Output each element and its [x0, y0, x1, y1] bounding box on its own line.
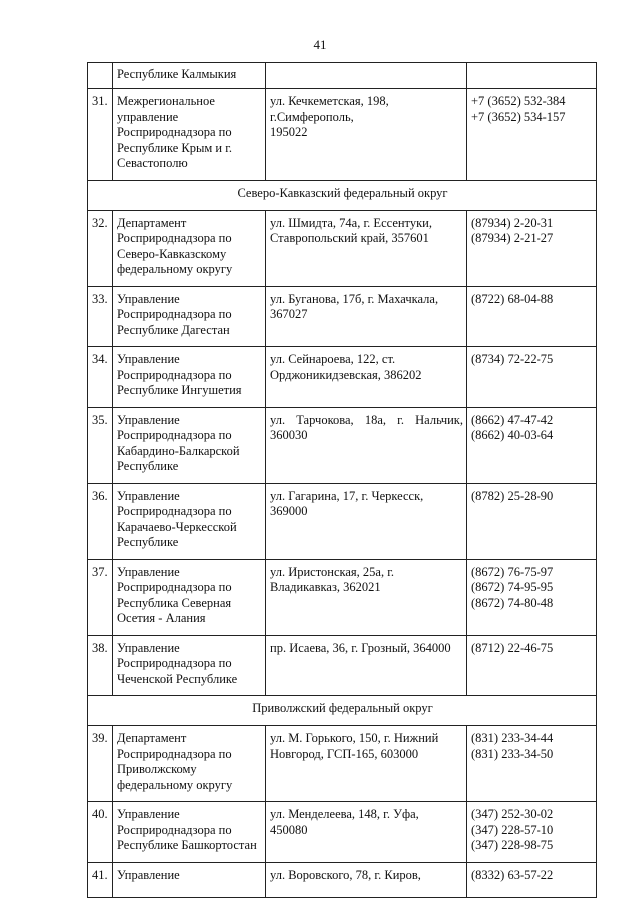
- table-row: [88, 210, 597, 286]
- office-name: [113, 407, 266, 483]
- office-name-line: Чеченской Республике: [117, 671, 238, 686]
- office-name-line: Республике Крым и г.: [117, 140, 233, 155]
- phone-number: +7 (3652) 532-384: [471, 94, 566, 108]
- office-name-line: Севастополю: [117, 156, 188, 170]
- office-address: [266, 559, 467, 635]
- page-number: 41: [313, 37, 327, 52]
- address-line: Ставропольский край, 357601: [270, 231, 429, 245]
- phone-number: (347) 228-57-10: [471, 822, 554, 837]
- office-phones: [467, 862, 597, 898]
- table-row: [88, 407, 597, 483]
- phone-number: (87934) 2-20-31: [471, 215, 554, 230]
- address-line: 360030: [270, 428, 308, 442]
- table-row: [88, 559, 597, 635]
- phone-number: (831) 233-34-50: [471, 746, 554, 761]
- office-name: [113, 635, 266, 696]
- office-name-line: Росприроднадзора по: [117, 428, 232, 442]
- section-header-row: [88, 696, 597, 726]
- phone-number: (8662) 47-47-42: [471, 412, 554, 427]
- table-row: [88, 63, 597, 89]
- office-name: [113, 483, 266, 559]
- office-name-line: Росприроднадзора по: [117, 580, 232, 594]
- office-phones: [467, 210, 597, 286]
- row-number: 31.: [88, 89, 113, 181]
- row-number: 35.: [88, 407, 113, 483]
- district-section-title: Северо-Кавказский федеральный округ: [88, 180, 597, 210]
- office-name: [113, 559, 266, 635]
- row-number: 32.: [88, 210, 113, 286]
- office-address: [266, 635, 467, 696]
- office-name-line: Управление: [117, 291, 180, 306]
- address-line: 369000: [270, 504, 308, 518]
- address-line: ул. Воровского, 78, г. Киров,: [270, 867, 421, 882]
- office-name-line: Росприроднадзора по: [117, 504, 232, 518]
- office-name: [113, 63, 266, 89]
- office-name-line: Республике Ингушетия: [117, 383, 242, 397]
- office-phones: [467, 63, 597, 89]
- address-line: 367027: [270, 307, 308, 321]
- office-name-line: Росприроднадзора по: [117, 231, 232, 245]
- address-line: ул. Менделеева, 148, г. Уфа,: [270, 807, 419, 821]
- office-address: [266, 347, 467, 408]
- address-line: ул. Иристонская, 25а, г.: [270, 564, 395, 579]
- office-name: [113, 347, 266, 408]
- office-name-line: федеральному округу: [117, 777, 233, 792]
- office-name-line: Северо-Кавказскому: [117, 246, 227, 261]
- address-line: ул. Шмидта, 74а, г. Ессентуки,: [270, 215, 432, 230]
- row-number: 36.: [88, 483, 113, 559]
- office-phones: [467, 407, 597, 483]
- phone-number: (831) 233-34-44: [471, 731, 554, 745]
- office-name-line: Республике Дагестан: [117, 322, 230, 337]
- office-address: [266, 89, 467, 181]
- address-line: Новгород, ГСП-165, 603000: [270, 746, 419, 761]
- office-phones: [467, 726, 597, 802]
- office-name-line: Республике Башкортостан: [117, 838, 257, 852]
- phone-number: (8672) 76-75-97: [471, 564, 554, 579]
- office-name-line: Управление: [117, 640, 180, 655]
- office-name: [113, 210, 266, 286]
- office-name-line: Приволжскому: [117, 762, 197, 776]
- table-row: [88, 802, 597, 863]
- office-address: [266, 286, 467, 347]
- address-line: пр. Исаева, 36, г. Грозный, 364000: [270, 640, 451, 655]
- table-row: [88, 726, 597, 802]
- office-name-line: федеральному округу: [117, 262, 233, 276]
- address-line: Владикавказ, 362021: [270, 580, 381, 594]
- row-number: [88, 63, 113, 89]
- office-name: [113, 862, 266, 898]
- phone-number: (8782) 25-28-90: [471, 488, 554, 503]
- office-address: [266, 802, 467, 863]
- office-phones: [467, 483, 597, 559]
- table-row: [88, 862, 597, 898]
- phone-number: (8332) 63-57-22: [471, 867, 554, 882]
- row-number: 39.: [88, 726, 113, 802]
- office-name-line: Управление: [117, 488, 180, 503]
- office-address: [266, 483, 467, 559]
- row-number: 34.: [88, 347, 113, 408]
- section-header-row: [88, 180, 597, 210]
- office-phones: [467, 802, 597, 863]
- office-name-line: Росприроднадзора по: [117, 307, 232, 321]
- office-name-line: Межрегиональное: [117, 94, 215, 108]
- phone-number: (8662) 40-03-64: [471, 428, 554, 442]
- office-name-line: Росприроднадзора по: [117, 822, 232, 837]
- address-line: ул. Тарчокова, 18а, г. Нальчик,: [270, 412, 463, 427]
- office-name-line: Республике Калмыкия: [117, 67, 237, 81]
- row-number: 33.: [88, 286, 113, 347]
- row-number: 40.: [88, 802, 113, 863]
- offices-table-body: [88, 63, 597, 898]
- office-name: [113, 726, 266, 802]
- district-section-title: Приволжский федеральный округ: [88, 696, 597, 726]
- office-name-line: Осетия - Алания: [117, 611, 206, 625]
- table-row: [88, 483, 597, 559]
- office-address: [266, 407, 467, 483]
- office-phones: [467, 347, 597, 408]
- table-row: [88, 89, 597, 181]
- table-row: [88, 286, 597, 347]
- phone-number: (8672) 74-80-48: [471, 595, 554, 610]
- phone-number: (8672) 74-95-95: [471, 580, 554, 594]
- phone-number: (8734) 72-22-75: [471, 352, 554, 366]
- office-phones: [467, 559, 597, 635]
- address-line: 195022: [270, 125, 308, 139]
- office-name: [113, 802, 266, 863]
- office-name-line: Республике: [117, 535, 179, 549]
- office-name-line: Департамент: [117, 731, 187, 745]
- office-name-line: Кабардино-Балкарской: [117, 443, 240, 458]
- office-name-line: Управление: [117, 412, 180, 427]
- office-name-line: Росприроднадзора по: [117, 125, 232, 139]
- offices-table: [87, 62, 597, 898]
- office-name-line: Росприроднадзора по: [117, 367, 232, 382]
- office-name-line: Росприроднадзора по: [117, 656, 232, 670]
- office-phones: [467, 635, 597, 696]
- office-address: [266, 862, 467, 898]
- address-line: г.Симферополь,: [270, 109, 354, 124]
- office-phones: [467, 286, 597, 347]
- office-name-line: Управление: [117, 807, 180, 821]
- phone-number: (8712) 22-46-75: [471, 640, 554, 655]
- office-name: [113, 286, 266, 347]
- phone-number: (87934) 2-21-27: [471, 231, 554, 245]
- office-name-line: Республика Северная: [117, 595, 232, 610]
- office-name-line: Республике: [117, 459, 179, 473]
- office-phones: [467, 89, 597, 181]
- row-number: 37.: [88, 559, 113, 635]
- row-number: 41.: [88, 862, 113, 898]
- address-line: ул. Кечкеметская, 198,: [270, 94, 389, 108]
- office-name-line: Росприроднадзора по: [117, 746, 232, 761]
- address-line: ул. М. Горького, 150, г. Нижний: [270, 731, 439, 745]
- office-name-line: Управление: [117, 867, 180, 882]
- office-name-line: управление: [117, 109, 179, 124]
- phone-number: +7 (3652) 534-157: [471, 109, 566, 124]
- office-name-line: Департамент: [117, 215, 187, 230]
- table-row: [88, 347, 597, 408]
- address-line: ул. Гагарина, 17, г. Черкесск,: [270, 488, 424, 503]
- row-number: 38.: [88, 635, 113, 696]
- office-name: [113, 89, 266, 181]
- address-line: ул. Буганова, 17б, г. Махачкала,: [270, 291, 439, 306]
- office-address: [266, 726, 467, 802]
- office-name-line: Управление: [117, 564, 180, 579]
- office-address: [266, 210, 467, 286]
- address-line: Орджоникидзевская, 386202: [270, 367, 422, 382]
- office-name-line: Карачаево-Черкесской: [117, 519, 237, 534]
- office-address: [266, 63, 467, 89]
- phone-number: (347) 252-30-02: [471, 807, 554, 821]
- office-name-line: Управление: [117, 352, 180, 366]
- phone-number: (347) 228-98-75: [471, 838, 554, 852]
- table-row: [88, 635, 597, 696]
- phone-number: (8722) 68-04-88: [471, 291, 554, 306]
- address-line: ул. Сейнароева, 122, ст.: [270, 352, 396, 366]
- address-line: 450080: [270, 822, 308, 837]
